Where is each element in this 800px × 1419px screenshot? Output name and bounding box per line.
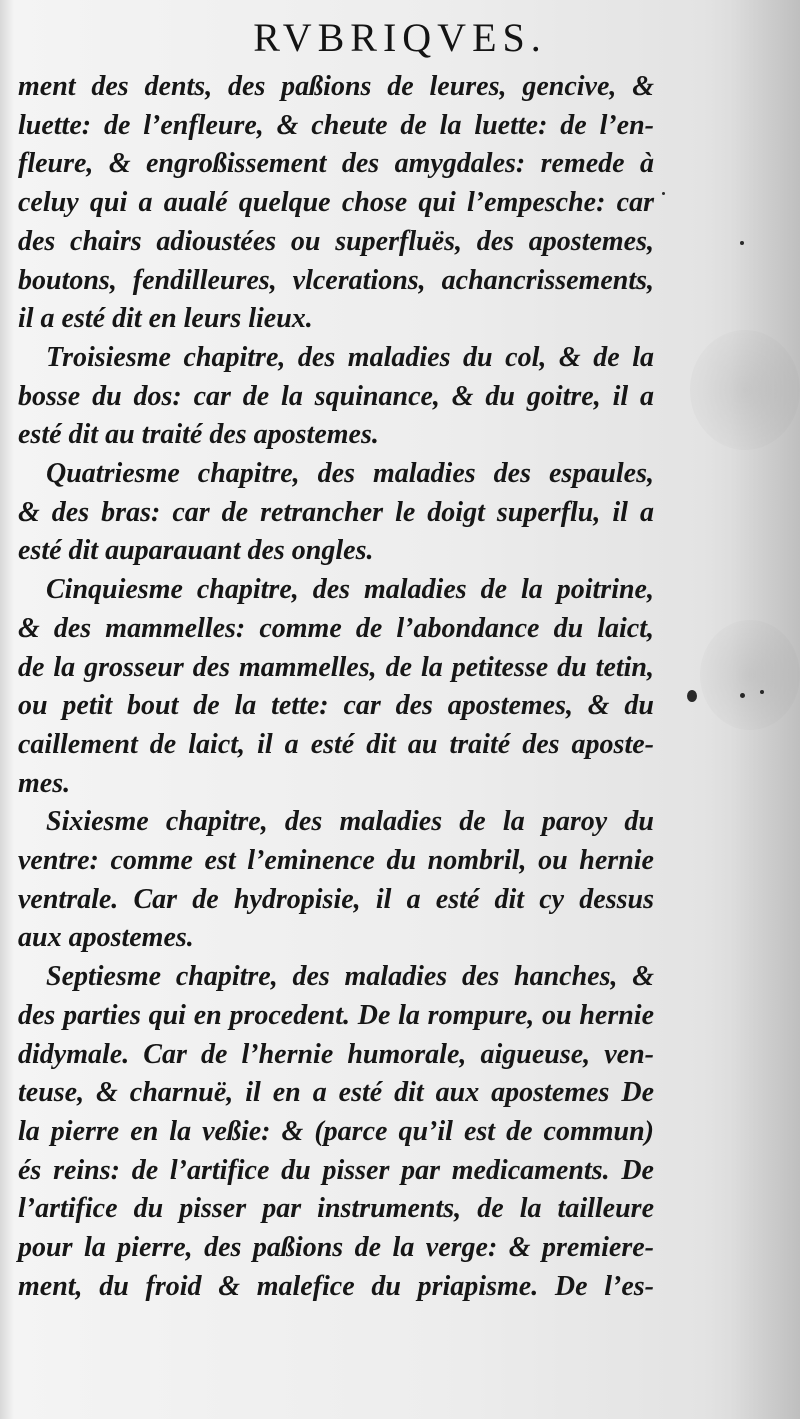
text-line: Septiesme chapitre, des maladies des hanches, & [46, 961, 654, 993]
text-line: aux apostemes. [18, 922, 194, 954]
paragraph [18, 958, 654, 1306]
paragraph [18, 339, 654, 455]
text-line: de la grosseur des mammelles, de la petitesse du tetin, [18, 651, 654, 683]
text-line: ou petit bout de la tette: car des apostemes, & du [18, 690, 654, 722]
text-line: luette: de l’enfleure, & cheute de la luette: de l’en- [18, 109, 654, 141]
text-line: celuy qui a aualé quelque chose qui l’empesche: car [18, 187, 654, 219]
text-line: és reins: de l’artifice du pisser par medicaments. De [18, 1154, 654, 1186]
text-line: ventre: comme est l’eminence du nombril, ou hernie [18, 845, 654, 877]
text-line: mes. [18, 767, 71, 799]
ink-speck [740, 241, 744, 245]
text-line: & des mammelles: comme de l’abondance du laict, [18, 612, 654, 644]
text-line: fleure, & engroßissement des amygdales: remede à [18, 148, 654, 180]
text-line: didymale. Car de l’hernie humorale, aigueuse, ven- [18, 1038, 654, 1070]
text-line: caillement de laict, il a esté dit au traité des aposte- [18, 728, 654, 760]
text-line: esté dit au traité des apostemes. [18, 419, 379, 451]
paper-stain [690, 330, 800, 450]
text-line: des chairs adioustées ou superfluës, des apostemes, [18, 225, 654, 257]
text-line: boutons, fendilleures, vlcerations, achancrissements, [18, 264, 654, 296]
page-spine-shadow [0, 0, 14, 1419]
text-line: l’artifice du pisser par instruments, de la tailleure [18, 1193, 654, 1225]
paragraph [18, 455, 654, 571]
text-line: Troisiesme chapitre, des maladies du col, & de la [46, 341, 654, 373]
text-line: Quatriesme chapitre, des maladies des espaules, [46, 458, 654, 490]
paper-stain [700, 620, 800, 730]
text-line: des parties qui en procedent. De la rompure, ou hernie [18, 999, 654, 1031]
ink-speck [687, 690, 697, 702]
text-line: il a esté dit en leurs lieux. [18, 303, 313, 335]
text-line: la pierre en la veßie: & (parce qu’il est de commun) [18, 1115, 654, 1147]
paragraph [18, 571, 654, 803]
text-line: bosse du dos: car de la squinance, & du goitre, il a [18, 380, 654, 412]
text-line: & des bras: car de retrancher le doigt superflu, il a [18, 496, 654, 528]
text-line: ment, du froid & malefice du priapisme. De l’es- [18, 1270, 654, 1302]
ink-speck [662, 192, 665, 195]
text-line: ventrale. Car de hydropisie, il a esté dit cy dessus [18, 883, 654, 915]
paragraph [18, 68, 654, 339]
text-line: pour la pierre, des paßions de la verge: & premiere- [18, 1232, 654, 1264]
paragraph [18, 803, 654, 958]
text-line: Cinquiesme chapitre, des maladies de la poitrine, [46, 574, 654, 606]
body-text [18, 68, 654, 1307]
text-line: ment des dents, des paßions de leures, gencive, & [18, 71, 654, 102]
text-line: esté dit auparauant des ongles. [18, 535, 374, 567]
text-line: teuse, & charnuë, il en a esté dit aux apostemes De [18, 1077, 654, 1109]
running-header: RVBRIQVES. [253, 15, 547, 60]
text-line: Sixiesme chapitre, des maladies de la paroy du [46, 806, 654, 838]
